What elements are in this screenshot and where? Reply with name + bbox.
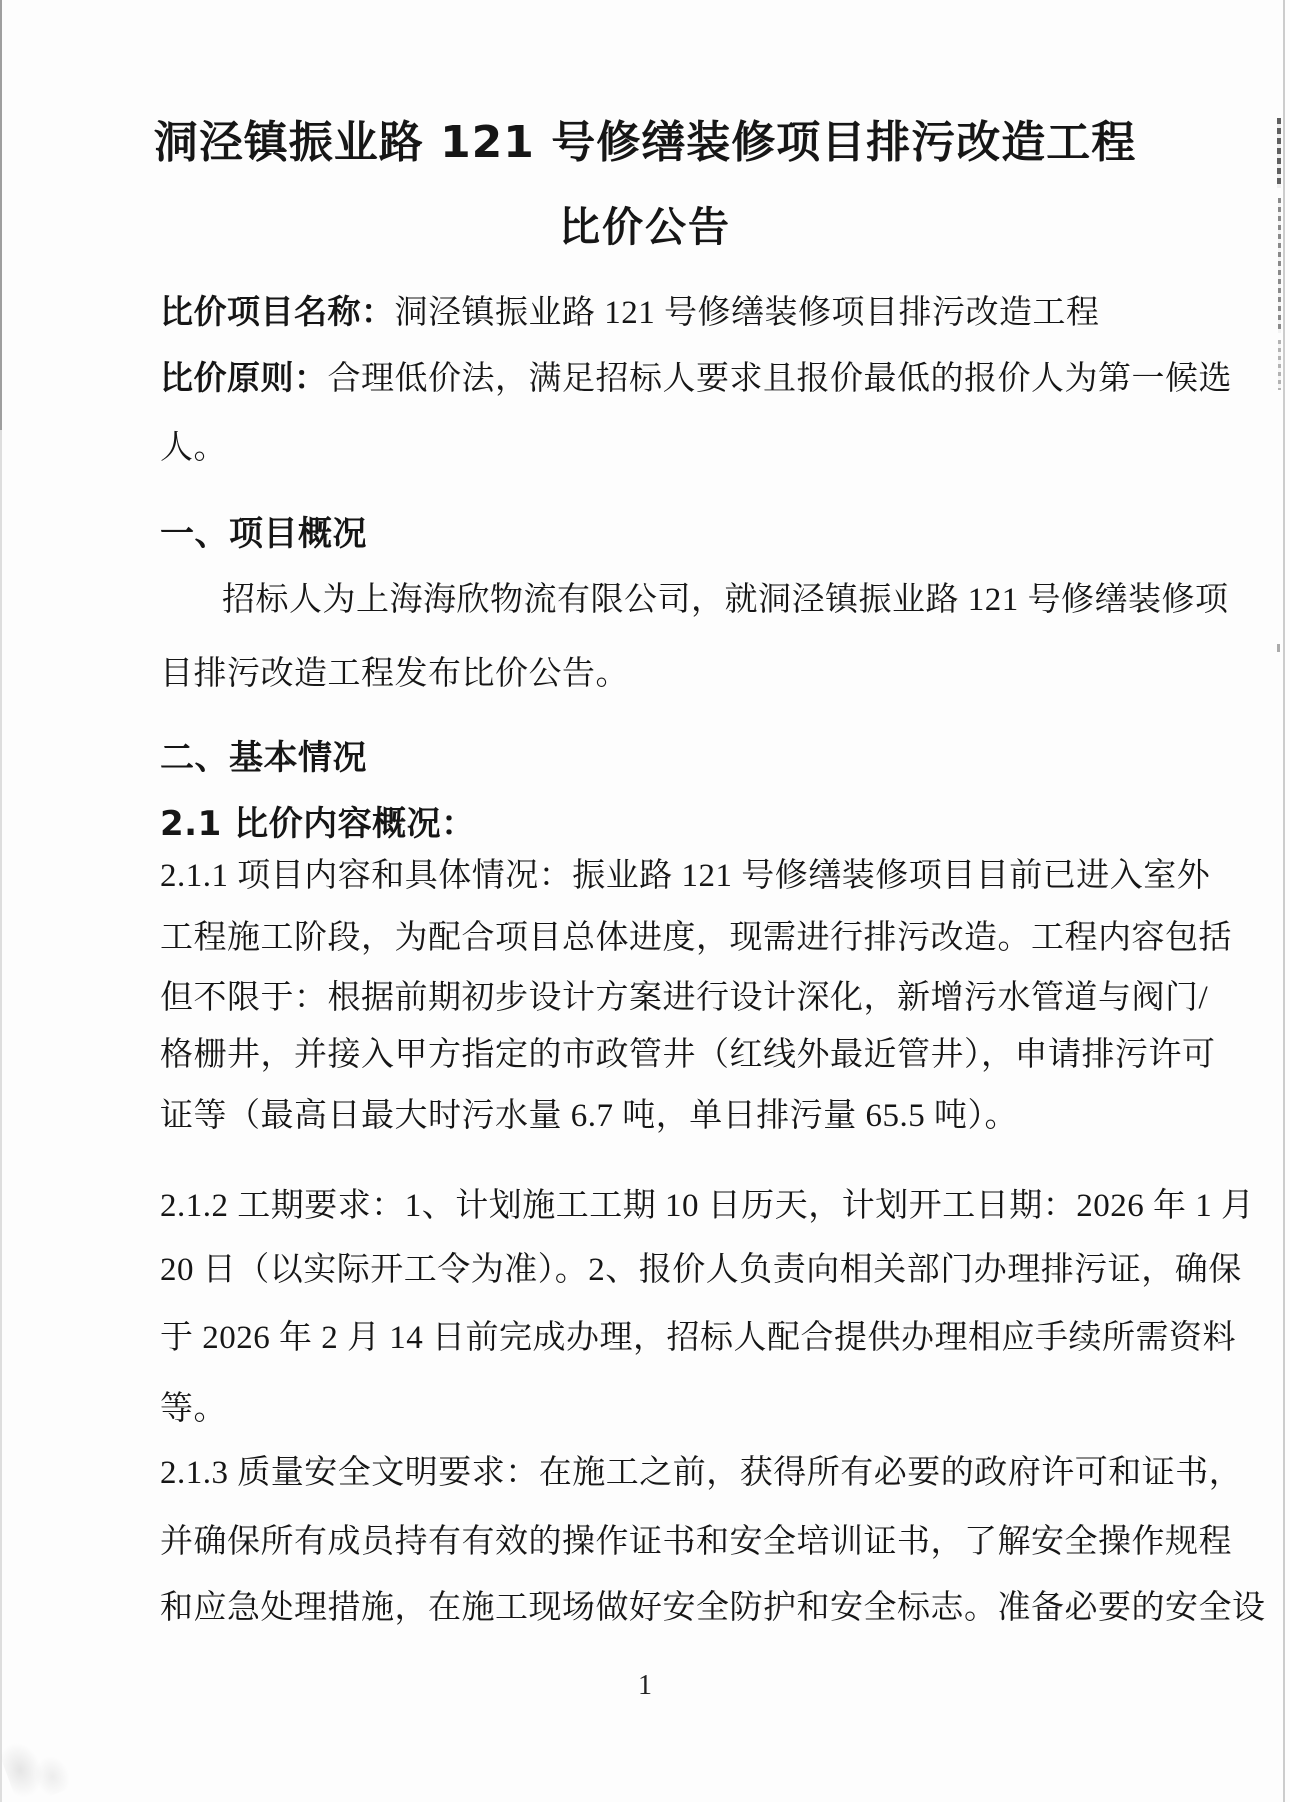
line-text: 和应急处理措施，在施工现场做好安全防护和安全标志。准备必要的安全设 bbox=[160, 1590, 1266, 1626]
text-line bbox=[160, 580, 1232, 620]
text-line bbox=[160, 428, 1170, 468]
line-text: 合理低价法，满足招标人要求且报价最低的报价人为第一候选 bbox=[327, 361, 1232, 397]
text-line bbox=[160, 1453, 1243, 1493]
line-bold-prefix: 比价原则： bbox=[160, 358, 328, 397]
line-text: 20 日（以实际开工令为准）。2、报价人负责向相关部门办理排污证，确保 bbox=[160, 1252, 1242, 1288]
text-line bbox=[160, 1588, 1266, 1628]
line-text: 格栅井，并接入甲方指定的市政管井（红线外最近管井），申请排污许可 bbox=[160, 1037, 1216, 1073]
section-heading-project-overview bbox=[160, 514, 1170, 554]
text-line-pricing-principle bbox=[160, 358, 1232, 399]
line-text: 2.1.2 工期要求：1、计划施工工期 10 日历天，计划开工日期：2026 年 1 月 bbox=[160, 1188, 1255, 1224]
text-line bbox=[160, 918, 1232, 958]
document-title-line-1: 洞泾镇振业路 121 号修缮装修项目排污改造工程 bbox=[153, 117, 1137, 168]
text-line bbox=[160, 1318, 1236, 1358]
text-line bbox=[160, 1186, 1255, 1226]
text-line bbox=[160, 1250, 1242, 1290]
line-text: 并确保所有成员持有有效的操作证书和安全培训证书，了解安全操作规程 bbox=[160, 1524, 1232, 1560]
text-line-project-name bbox=[160, 292, 1170, 333]
line-text: 目排污改造工程发布比价公告。 bbox=[160, 656, 629, 692]
text-line bbox=[160, 1096, 1170, 1136]
line-text: 2.1 比价内容概况： bbox=[160, 804, 476, 844]
scan-artifact-dash bbox=[1277, 644, 1280, 652]
text-line bbox=[160, 978, 1209, 1018]
scan-smudge bbox=[0, 1703, 85, 1802]
line-text: 于 2026 年 2 月 14 日前完成办理，招标人配合提供办理相应手续所需资料 bbox=[160, 1320, 1236, 1356]
text-line bbox=[160, 856, 1211, 896]
text-line bbox=[160, 654, 1170, 694]
line-text: 一、项目概况 bbox=[160, 514, 367, 554]
line-text: 2.1.1 项目内容和具体情况：振业路 121 号修缮装修项目目前已进入室外 bbox=[160, 858, 1211, 894]
line-bold-prefix: 比价项目名称： bbox=[160, 292, 395, 331]
line-text: 等。 bbox=[160, 1391, 227, 1427]
scan-edge-right-line bbox=[1283, 0, 1285, 1802]
text-line bbox=[160, 1035, 1216, 1075]
line-text: 洞泾镇振业路 121 号修缮装修项目排污改造工程 bbox=[394, 295, 1100, 331]
line-text: 人。 bbox=[160, 430, 227, 466]
line-text: 工程施工阶段，为配合项目总体进度，现需进行排污改造。工程内容包括 bbox=[160, 920, 1232, 956]
section-heading-pricing-content bbox=[160, 804, 1170, 844]
scan-artifact-dash bbox=[1278, 340, 1281, 390]
line-text: 但不限于：根据前期初步设计方案进行设计深化，新增污水管道与阀门/ bbox=[160, 980, 1209, 1016]
text-line bbox=[160, 1389, 1170, 1429]
line-text: 证等（最高日最大时污水量 6.7 吨，单日排污量 65.5 吨）。 bbox=[160, 1098, 1018, 1134]
scan-edge-left-light bbox=[0, 430, 2, 1802]
page-number: 1 bbox=[638, 1670, 652, 1701]
document-title-line-2: 比价公告 bbox=[559, 203, 731, 251]
line-text: 2.1.3 质量安全文明要求：在施工之前，获得所有必要的政府许可和证书， bbox=[160, 1455, 1243, 1491]
line-text: 招标人为上海海欣物流有限公司，就洞泾镇振业路 121 号修缮装修项 bbox=[222, 582, 1229, 618]
text-line bbox=[160, 1522, 1232, 1562]
section-heading-basic-situation bbox=[160, 738, 1170, 778]
line-text: 二、基本情况 bbox=[160, 738, 367, 778]
